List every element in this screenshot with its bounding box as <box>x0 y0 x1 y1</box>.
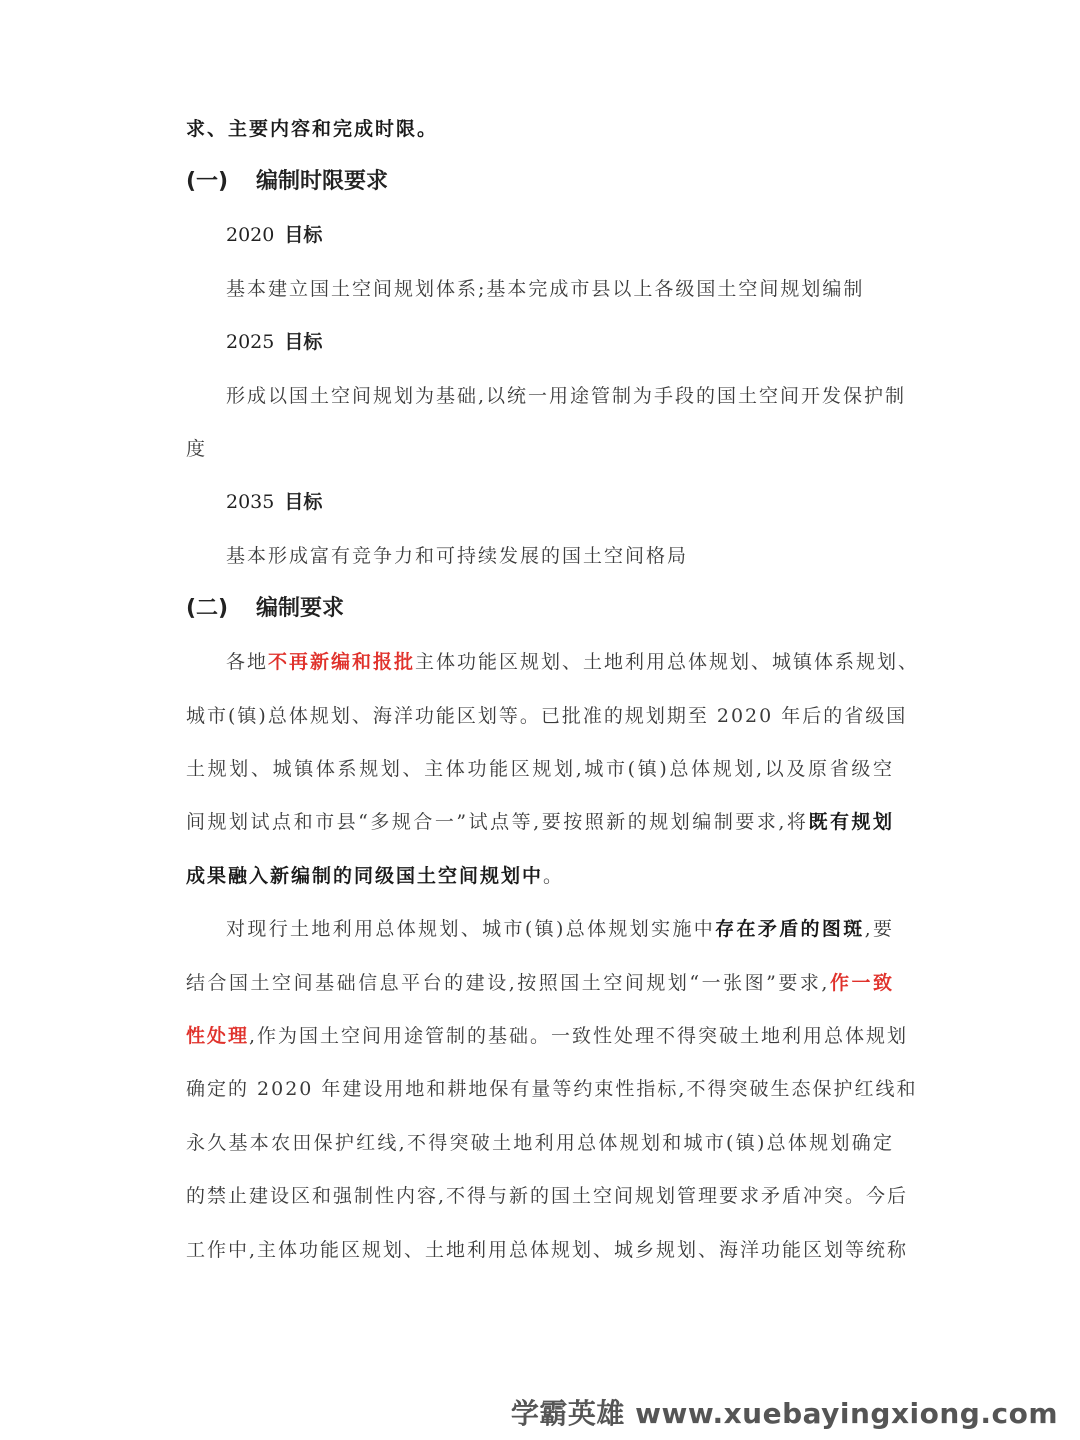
section-number: (二) <box>186 596 229 621</box>
goal-year: 2020 <box>226 224 275 246</box>
bold-emphasis-text: 既有规划 <box>808 811 894 833</box>
goal-text-line: 基本建立国土空间规划体系;基本完成市县以上各级国土空间规划编制 <box>226 278 865 300</box>
paragraph-line: 城市(镇)总体规划、海洋功能区划等。已批准的规划期至 2020 年后的省级国 <box>186 705 908 727</box>
paragraph-line: 永久基本农田保护红线,不得突破土地利用总体规划和城市(镇)总体规划确定 <box>186 1132 894 1154</box>
paragraph-line <box>186 861 894 891</box>
section-title: 编制时限要求 <box>256 169 389 194</box>
text-run: 。 <box>543 865 565 887</box>
text-run: ,作为国土空间用途管制的基础。一致性处理不得突破土地利用总体规划 <box>249 1025 909 1047</box>
paragraph-line <box>186 968 894 998</box>
bold-emphasis-text: 存在矛盾的图斑 <box>715 918 865 940</box>
red-emphasis-text: 不再新编和报批 <box>268 651 416 673</box>
goal-year: 2025 <box>226 331 275 353</box>
text-run: 间规划试点和市县“多规合一”试点等,要按照新的规划编制要求,将 <box>186 811 809 833</box>
goal-heading-2035 <box>226 487 322 517</box>
red-emphasis-text: 性处理 <box>186 1025 250 1047</box>
goal-heading-2020 <box>226 220 322 250</box>
goal-label: 目标 <box>284 331 323 353</box>
paragraph-line <box>226 647 920 677</box>
goal-year: 2035 <box>226 491 275 513</box>
goal-text-line: 形成以国土空间规划为基础,以统一用途管制为手段的国土空间开发保护制 <box>226 385 907 407</box>
intro-text <box>186 114 894 144</box>
text-run: 对现行土地利用总体规划、城市(镇)总体规划实施中 <box>226 918 716 940</box>
text-run: ,要 <box>864 918 894 940</box>
text-run: 主体功能区规划、土地利用总体规划、城镇体系规划、 <box>415 651 920 673</box>
intro-bold-text: 求、主要内容和完成时限。 <box>186 118 439 140</box>
section-number: (一) <box>186 169 229 194</box>
goal-text-line: 基本形成富有竞争力和可持续发展的国土空间格局 <box>226 545 689 567</box>
section-heading-2 <box>186 593 344 625</box>
watermark-text: 学霸英雄 www.xuebayingxiong.com <box>510 1397 1058 1430</box>
paragraph-line: 土规划、城镇体系规划、主体功能区规划,城市(镇)总体规划,以及原省级空 <box>186 758 894 780</box>
goal-label: 目标 <box>284 491 323 513</box>
text-run: 结合国土空间基础信息平台的建设,按照国土空间规划“一张图”要求, <box>186 972 830 994</box>
paragraph-line: 确定的 2020 年建设用地和耕地保有量等约束性指标,不得突破生态保护红线和 <box>186 1078 918 1100</box>
paragraph-line <box>186 807 894 837</box>
paragraph-line: 工作中,主体功能区规划、土地利用总体规划、城乡规划、海洋功能区划等统称 <box>186 1239 909 1261</box>
red-emphasis-text: 作一致 <box>829 972 894 994</box>
paragraph-line <box>186 1021 909 1051</box>
paragraph-line <box>226 914 894 944</box>
bold-emphasis-text: 成果融入新编制的同级国土空间规划中 <box>186 865 544 887</box>
goal-label: 目标 <box>284 224 323 246</box>
goal-heading-2025 <box>226 327 322 357</box>
paragraph-line: 的禁止建设区和强制性内容,不得与新的国土空间规划管理要求矛盾冲突。今后 <box>186 1185 909 1207</box>
text-run: 各地 <box>226 651 269 673</box>
section-title: 编制要求 <box>256 596 345 621</box>
goal-text-line: 度 <box>186 438 208 460</box>
section-heading-1 <box>186 166 388 198</box>
